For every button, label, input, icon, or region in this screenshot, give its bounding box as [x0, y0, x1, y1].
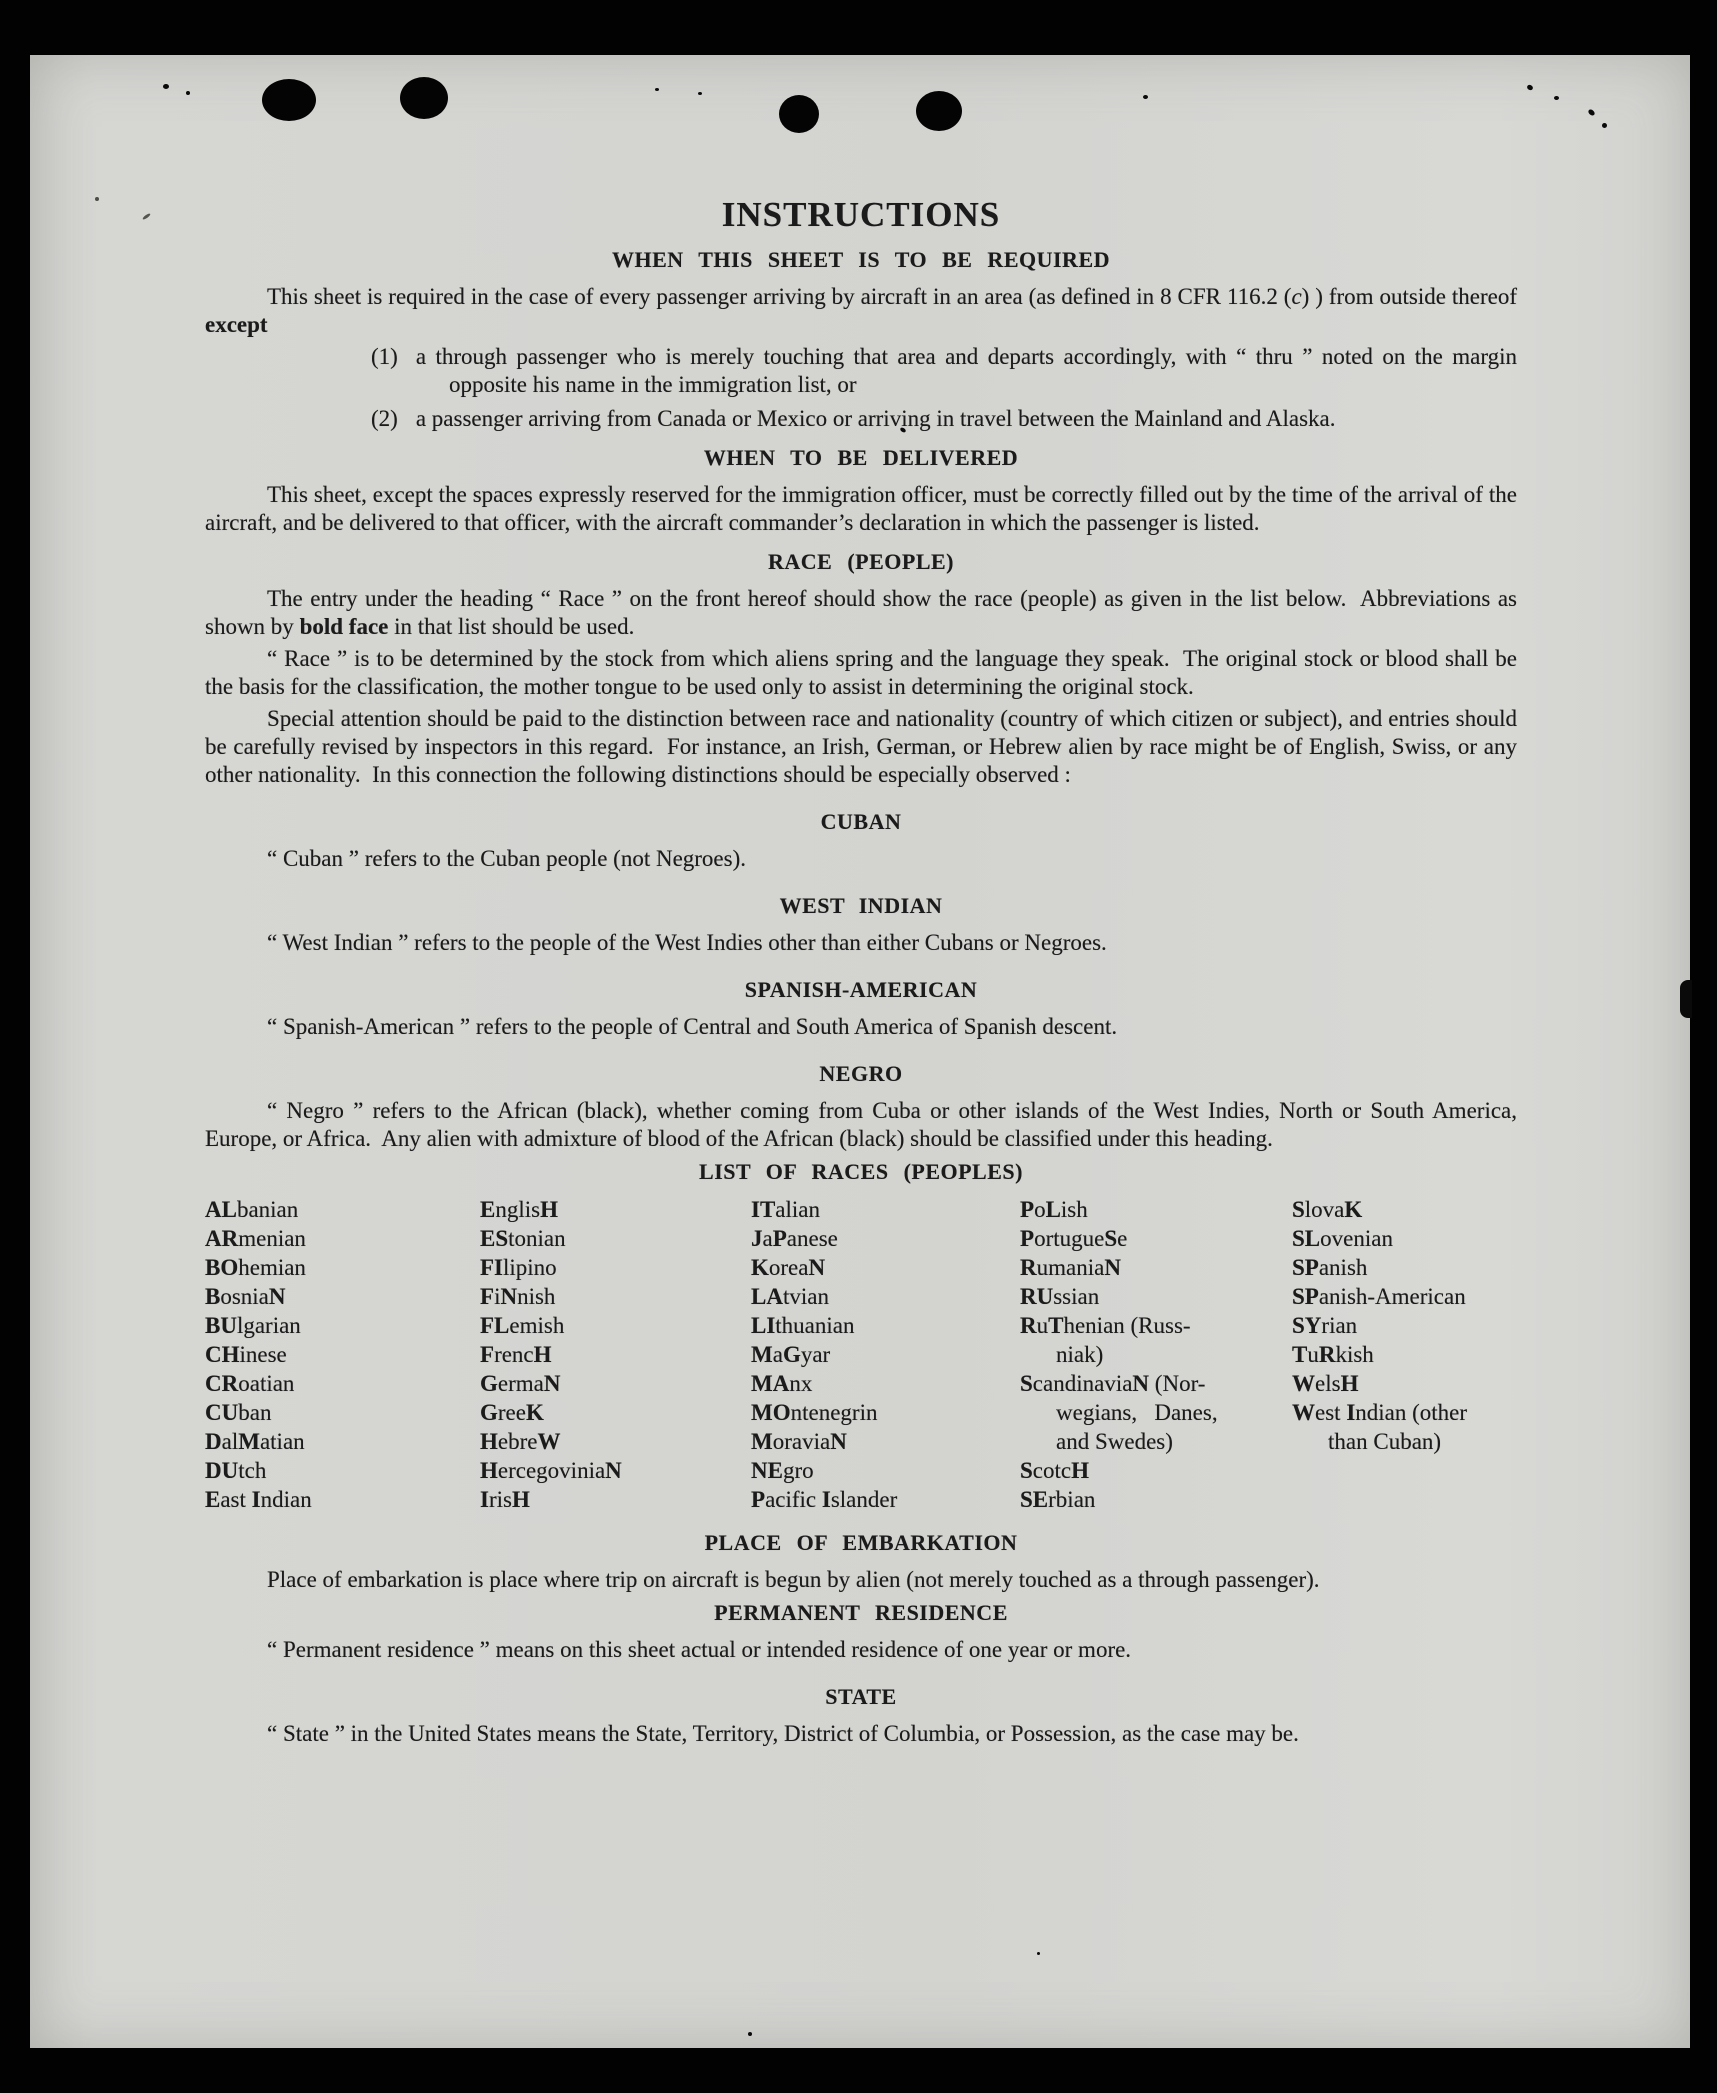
heading-west-indian: WEST INDIAN — [779, 893, 943, 918]
race-entry: and Swedes) — [1056, 1429, 1173, 1454]
item-number: (1) — [371, 344, 398, 369]
race-entry: GreeK — [480, 1400, 544, 1425]
paragraph-negro: “ Negro ” refers to the African (black), whether coming from Cuba or other islands of the West Indies, North or South America, Europe, or Africa. Any alien with admixture of blood of the African (black) should be classified under this heading. — [205, 1098, 1517, 1151]
race-entry: BOhemian — [205, 1255, 306, 1280]
race-entry: JaPanese — [751, 1226, 838, 1251]
race-entry: FIlipino — [480, 1255, 557, 1280]
race-entry: ScotcH — [1020, 1458, 1089, 1483]
item-number: (2) — [371, 406, 398, 431]
ink-speck — [186, 91, 190, 95]
race-entry: PoLish — [1020, 1197, 1088, 1222]
heading-race-people: RACE (PEOPLE) — [768, 549, 954, 574]
paragraph-west-indian: “ West Indian ” refers to the people of the West Indies other than either Cubans or Negroes. — [267, 930, 1107, 955]
ink-speck — [1602, 123, 1607, 128]
heading-list-of-races: LIST OF RACES (PEOPLES) — [699, 1159, 1023, 1184]
paragraph-race-1: The entry under the heading “ Race ” on the front hereof should show the race (people) as given in the list below. Abbreviations as shown by bold face in that list should be used. — [205, 586, 1517, 639]
ink-speck — [698, 92, 702, 95]
ink-speck — [163, 84, 169, 89]
ink-speck — [748, 2032, 752, 2036]
race-entry: niak) — [1056, 1342, 1104, 1367]
heading-negro: NEGRO — [819, 1061, 903, 1086]
edge-ink-blot — [1680, 980, 1692, 1018]
race-entry: SlovaK — [1292, 1197, 1363, 1222]
item-text: a passenger arriving from Canada or Mexico or arriving in travel between the Mainland and Alaska. — [415, 406, 1336, 431]
race-entry: East Indian — [205, 1487, 312, 1512]
race-entry: SYrian — [1292, 1313, 1358, 1338]
race-entry: WelsH — [1292, 1371, 1359, 1396]
race-entry: EnglisH — [480, 1197, 558, 1222]
heading-permanent-residence: PERMANENT RESIDENCE — [714, 1600, 1008, 1625]
race-entry: EStonian — [480, 1226, 566, 1251]
races-column-5 — [1292, 1195, 1517, 1514]
race-entry: SPanish-American — [1292, 1284, 1466, 1309]
heading-cuban: CUBAN — [820, 809, 902, 834]
race-entry: RuThenian (Russ- — [1020, 1313, 1191, 1338]
race-entry: SErbian — [1020, 1487, 1096, 1512]
races-list — [205, 1195, 1517, 1514]
race-entry: BUlgarian — [205, 1313, 301, 1338]
race-entry: LAtvian — [751, 1284, 829, 1309]
race-entry: DalMatian — [205, 1429, 305, 1454]
races-column-1 — [205, 1195, 480, 1514]
heading-spanish-american: SPANISH-AMERICAN — [744, 977, 978, 1002]
race-entry: MAnx — [751, 1371, 813, 1396]
race-entry: RumaniaN — [1020, 1255, 1121, 1280]
race-entry: DUtch — [205, 1458, 267, 1483]
race-entry: TuRkish — [1292, 1342, 1374, 1367]
heading-state: STATE — [825, 1684, 897, 1709]
race-entry: LIthuanian — [751, 1313, 855, 1338]
race-entry: ITalian — [751, 1197, 820, 1222]
paragraph-state: “ State ” in the United States means the State, Territory, District of Columbia, or Possession, as the case may be. — [267, 1721, 1299, 1746]
race-entry: SLovenian — [1292, 1226, 1393, 1251]
paragraph-embarkation: Place of embarkation is place where trip on aircraft is begun by alien (not merely touched as a through passenger). — [267, 1567, 1320, 1592]
race-entry: CRoatian — [205, 1371, 295, 1396]
heading-place-of-embarkation: PLACE OF EMBARKATION — [704, 1530, 1018, 1555]
paragraph-when-required: This sheet is required in the case of every passenger arriving by aircraft in an area (as defined in 8 CFR 116.2 (c) ) from outside thereof except — [205, 284, 1517, 337]
race-entry: wegians, Danes, — [1056, 1400, 1218, 1425]
race-entry: NEgro — [751, 1458, 814, 1483]
ink-speck — [655, 88, 659, 91]
race-entry: KoreaN — [751, 1255, 826, 1280]
exception-item-2 — [205, 405, 1517, 433]
paper-sheet — [30, 55, 1690, 2048]
race-entry: MoraviaN — [751, 1429, 847, 1454]
race-entry: ScandinaviaN (Nor- — [1020, 1371, 1206, 1396]
races-column-3 — [751, 1195, 1020, 1514]
paragraph-cuban: “ Cuban ” refers to the Cuban people (not Negroes). — [267, 846, 747, 871]
race-entry: ARmenian — [205, 1226, 306, 1251]
race-entry: FiNnish — [480, 1284, 556, 1309]
ink-speck — [1526, 84, 1534, 91]
paragraph-spanish-american: “ Spanish-American ” refers to the people of Central and South America of Spanish descent. — [267, 1014, 1118, 1039]
race-entry: HercegoviniaN — [480, 1458, 622, 1483]
paragraph-race-3: Special attention should be paid to the distinction between race and nationality (country of which citizen or subject), and entries should be carefully revised by inspectors in this regard. For instance, an Irish, German, or Hebrew alien by race might be of English, Swiss, or any other nationality. In this connection the following distinctions should be especially observed : — [205, 706, 1517, 787]
punch-hole — [400, 77, 448, 119]
race-entry: IrisH — [480, 1487, 530, 1512]
race-entry: BosniaN — [205, 1284, 286, 1309]
race-entry: West Indian (other — [1292, 1400, 1468, 1425]
race-entry: FLemish — [480, 1313, 565, 1338]
page-title: INSTRUCTIONS — [721, 195, 1001, 234]
pencil-mark — [142, 213, 151, 221]
race-entry: RUssian — [1020, 1284, 1100, 1309]
race-entry: ALbanian — [205, 1197, 299, 1222]
item-text: a through passenger who is merely touching that area and departs accordingly, with “ thru ” noted on the margin opposite his name in the immigration list, or — [415, 344, 1517, 397]
race-entry: CUban — [205, 1400, 272, 1425]
ink-speck — [1587, 108, 1596, 116]
races-column-4 — [1020, 1195, 1292, 1514]
race-entry: PortugueSe — [1020, 1226, 1128, 1251]
race-entry: Pacific Islander — [751, 1487, 898, 1512]
race-entry: SPanish — [1292, 1255, 1368, 1280]
race-entry: FrencH — [480, 1342, 552, 1367]
paragraph-race-2: “ Race ” is to be determined by the stock from which aliens spring and the language they speak. The original stock or blood shall be the basis for the classification, the mother tongue to be used only to assist in determining the original stock. — [205, 646, 1517, 699]
race-entry: MaGyar — [751, 1342, 831, 1367]
ink-speck — [1143, 95, 1148, 99]
race-entry: than Cuban) — [1328, 1429, 1442, 1454]
race-entry: MOntenegrin — [751, 1400, 878, 1425]
races-column-2 — [480, 1195, 751, 1514]
exception-item-1 — [205, 343, 1517, 399]
ink-speck — [1037, 1952, 1040, 1955]
punch-hole — [916, 91, 962, 131]
paragraph-permanent-residence: “ Permanent residence ” means on this sheet actual or intended residence of one year or more. — [267, 1637, 1132, 1662]
document-content — [205, 195, 1517, 1752]
ink-speck — [1554, 96, 1559, 100]
heading-when-required: WHEN THIS SHEET IS TO BE REQUIRED — [611, 247, 1111, 272]
heading-when-delivered: WHEN TO BE DELIVERED — [703, 445, 1019, 470]
pencil-mark — [95, 197, 99, 201]
race-entry: GermaN — [480, 1371, 561, 1396]
punch-hole — [779, 95, 819, 133]
race-entry: HebreW — [480, 1429, 561, 1454]
punch-hole — [262, 79, 316, 121]
race-entry: CHinese — [205, 1342, 287, 1367]
paragraph-when-delivered: This sheet, except the spaces expressly reserved for the immigration officer, must be correctly filled out by the time of the arrival of the aircraft, and be delivered to that officer, with the aircraft commander’s declaration in which the passenger is listed. — [205, 482, 1517, 535]
